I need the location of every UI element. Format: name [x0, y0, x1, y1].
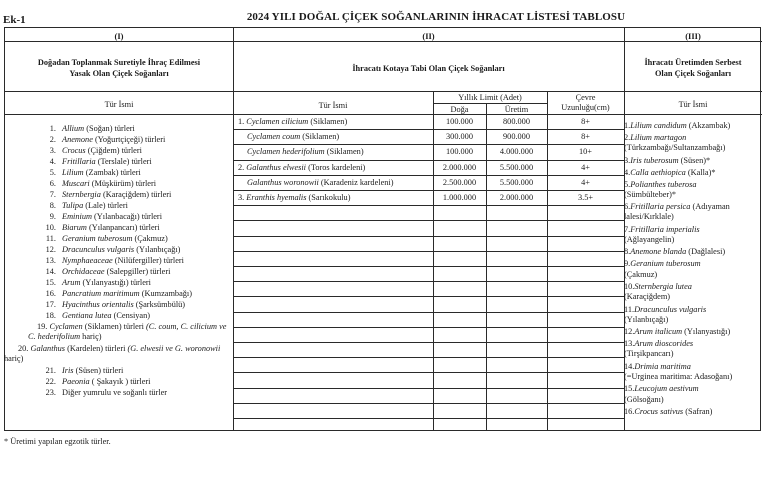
- col-i-item-number: 12.: [45, 245, 56, 254]
- col-ii-production-limit: 900.000: [503, 132, 530, 142]
- col-i-list-item-20: [4, 344, 228, 364]
- col-ii-scientific-name: Cyclamen cilicium: [246, 117, 309, 126]
- col-ii-production-header: Üretim: [504, 105, 529, 114]
- col-iii-heading: [624, 58, 762, 80]
- col-ii-row-number: 1.: [238, 117, 247, 126]
- col-iii-common-name: (Süsen)*: [678, 155, 711, 165]
- col-ii-scientific-name: Cyclamen hederifolium: [247, 147, 325, 157]
- col-i-item-text: [62, 300, 185, 310]
- col-iii-item-number: 8.: [624, 247, 631, 257]
- col-ii-heading: İhracatı Kotaya Tabi Olan Çiçek Soğanları: [352, 64, 505, 73]
- col-ii-row-line: [233, 418, 624, 419]
- col-i-item19-number: 19.: [37, 322, 50, 331]
- col-i-item19-common: (Siklamen) türleri: [82, 322, 147, 331]
- col-iii-item-line1: [624, 339, 757, 349]
- col-i-item-text: [62, 256, 184, 266]
- col-i-item-scientific-name: Lilium: [62, 168, 84, 177]
- col-iii-item-line1: [624, 156, 757, 166]
- col-iii-item-line2: (=Urginea maritima: Adasoğanı): [624, 371, 733, 381]
- col-iii-scientific-name: Lilium martagon: [630, 133, 687, 142]
- col-i-item-common-name: (Zambak) türleri: [83, 168, 141, 177]
- col-iii-number: (III): [685, 31, 701, 41]
- col-i-item-number: 1.: [49, 124, 56, 133]
- col-i-item-scientific-name: Paeonia: [62, 377, 90, 386]
- col-i-item-text: [62, 179, 156, 189]
- col-iii-common-name: (Adıyaman: [690, 202, 730, 212]
- col-i-item-text: [62, 245, 180, 255]
- col-i-item-scientific-name: Nymphaeaceae: [62, 256, 113, 265]
- col-iii-item-line1: [624, 305, 757, 315]
- col-i-item-number: 16.: [45, 289, 56, 298]
- col-ii-common-name: (Sarıkokulu): [306, 193, 351, 202]
- col-i-item-common-name: (Karaçiğdem) türleri: [100, 190, 172, 199]
- col-i-species-header-line: [5, 114, 233, 115]
- col-ii-row-line: [233, 129, 624, 130]
- col-i-item-text: [62, 234, 168, 244]
- col-iii-list-item: [624, 225, 757, 245]
- col-i-item-common-name: (Nilüfergiller) türleri: [112, 256, 184, 265]
- col-iii-list-item: [624, 407, 757, 417]
- col-iii-item-line2: (Türkzambağı/Sultanzambağı): [624, 143, 726, 153]
- col-i-item-text: [62, 278, 151, 288]
- col-iii-item-line2: (Çakmuz): [624, 269, 658, 279]
- col-iii-item-line1: [624, 180, 757, 190]
- col-iii-scientific-name: Iris tuberosum: [630, 155, 679, 165]
- col-i-item-scientific-name: Dracunculus vulgaris: [62, 245, 135, 254]
- col-ii-common-name: (Siklamen): [300, 132, 340, 142]
- col-i-item-text: [62, 289, 192, 299]
- col-i-item-common-name: ( Şakayık ) türleri: [89, 377, 151, 386]
- col-i-item-text: [62, 267, 170, 277]
- col-ii-circumference: 10+: [579, 147, 592, 157]
- col-ii-common-name: (Toros kardeleni): [306, 162, 366, 172]
- col-iii-list-item: [624, 133, 757, 153]
- col-ii-species-cell: [247, 147, 364, 157]
- col-ii-row-number: 2.: [238, 162, 247, 172]
- col-ii-nature-limit: 1.000.000: [442, 193, 477, 202]
- col-iii-item-line1: [624, 327, 757, 337]
- col-divider-i-ii: [233, 28, 234, 430]
- col-i-item19-exceptions: (C. coum, C. cilicium ve C. hederifolium: [28, 322, 227, 342]
- col-ii-circumference: 4+: [581, 162, 590, 172]
- col-iii-scientific-name: Lilium candidum: [630, 121, 687, 130]
- col-i-item-scientific-name: Pancratium maritimum: [62, 289, 140, 298]
- col-ii-row-line: [233, 220, 624, 221]
- col-iii-item-line2: lalesi/Kırklale): [624, 212, 674, 222]
- col-i-item-common-name: (Terslale) türleri: [95, 157, 152, 166]
- col-i-item-text: [62, 201, 128, 211]
- col-ii-row-line: [233, 160, 624, 161]
- col-i-item-number: 23.: [45, 388, 56, 397]
- col-ii-circ-header-line1: Çevre: [575, 93, 596, 102]
- col-iii-item-number: 6.: [624, 202, 631, 212]
- col-ii-scientific-name: Galanthus elwesii: [246, 162, 306, 172]
- col-iii-common-name: (Yılanyastığı): [682, 327, 731, 337]
- col-iii-common-name: (Kalla)*: [685, 167, 716, 177]
- col-i-item-scientific-name: Geranium tuberosum: [62, 234, 133, 243]
- col-iii-item-number: 12.: [624, 327, 635, 337]
- col-i-item-common-name: (Yoğurtçiçeği) türleri: [92, 135, 166, 144]
- col-i-item-text: [62, 157, 152, 167]
- col-i-item-number: 8.: [49, 201, 56, 210]
- col-ii-nature-limit: 2.000.000: [442, 162, 477, 172]
- col-iii-item-line1: [624, 168, 757, 178]
- col-iii-item-line2: (Sümbülteber)*: [624, 189, 677, 199]
- col-i-number: (I): [114, 31, 124, 41]
- col-ii-circ-header: [547, 93, 624, 113]
- col-ii-row-line: [233, 236, 624, 237]
- col-ii-common-name: (Siklamen): [324, 147, 364, 157]
- col-ii-number: (II): [422, 31, 435, 41]
- document-title: 2024 YILI DOĞAL ÇİÇEK SOĞANLARININ İHRACAT LİSTESİ TABLOSU: [246, 11, 626, 23]
- col-i-item-common-name: (Çakmuz): [132, 234, 168, 243]
- col-i-item-common-name: (Yılanyastığı) türleri: [80, 278, 151, 287]
- col-i-item-scientific-name: Allium: [62, 124, 85, 133]
- col-iii-scientific-name: Fritillaria persica: [630, 202, 691, 212]
- col-i-item-common-name: (Yılanbıçağı): [134, 245, 181, 254]
- annex-label: Ek-1: [3, 14, 26, 26]
- col-ii-row-line: [233, 312, 624, 313]
- col-iii-species-header-line: [624, 114, 762, 115]
- col-i-item-common-name: (Çiğdem) türleri: [85, 146, 142, 155]
- col-i-heading-line2: Yasak Olan Çiçek Soğanları: [69, 68, 169, 78]
- col-iii-item-line2: (Gölsoğanı): [624, 394, 664, 404]
- col-iii-scientific-name: Anemone blanda: [630, 247, 687, 257]
- col-ii-row-line: [233, 403, 624, 404]
- col-ii-production-limit: 800.000: [503, 117, 530, 126]
- col-iii-item-line1: [624, 133, 757, 143]
- col-i-item-common-name: (Müşkürüm) türleri: [89, 179, 157, 188]
- col-ii-species-cell: [247, 178, 393, 188]
- col-i-item-number: 9.: [49, 212, 56, 221]
- col-ii-common-name: (Siklamen): [308, 117, 348, 126]
- col-iii-scientific-name: Drimia maritima: [634, 361, 691, 371]
- col-iii-heading-line1: İhracatı Üretimden Serbest: [644, 58, 742, 67]
- col-ii-common-name: (Karadeniz kardeleni): [318, 177, 394, 187]
- col-i-item-scientific-name: Tulipa: [62, 201, 84, 210]
- col-iii-item-line1: [624, 202, 757, 212]
- footnote: * Üretimi yapılan egzotik türler.: [4, 437, 111, 446]
- col-ii-row-line: [233, 357, 624, 358]
- col-i-item-number: 22.: [45, 377, 56, 386]
- col-ii-species-cell: [238, 193, 350, 203]
- col-iii-scientific-name: Crocus sativus: [634, 407, 684, 416]
- col-ii-row-line: [233, 327, 624, 328]
- col-iii-scientific-name: Leucojum aestivum: [634, 384, 699, 394]
- col-ii-species-header-line: [233, 114, 624, 115]
- col-iii-scientific-name: Arum italicum: [634, 327, 683, 337]
- col-iii-list-item: [624, 168, 757, 178]
- col-iii-item-line1: [624, 259, 757, 269]
- col-iii-item-line1: [624, 282, 757, 292]
- col-ii-row-line: [233, 144, 624, 145]
- col-iii-item-number: 1.: [624, 121, 631, 130]
- col-iii-list-item: [624, 327, 757, 337]
- col-ii-row-line: [233, 342, 624, 343]
- col-i-item-scientific-name: Anemone: [62, 135, 93, 144]
- col-iii-item-number: 13.: [624, 339, 635, 349]
- col-i-item-number: 6.: [49, 179, 56, 188]
- col-ii-circumference: 8+: [581, 117, 590, 126]
- col-ii-circumference: 4+: [581, 177, 590, 187]
- col-ii-row-line: [233, 266, 624, 267]
- col-i-item-text: [62, 223, 160, 233]
- col-i-item-number: 3.: [49, 146, 56, 155]
- col-iii-item-line1: [624, 121, 757, 131]
- col-i-item20-scientific: Galanthus: [30, 344, 66, 353]
- col-ii-species-cell: [238, 117, 347, 127]
- col-i-item-text: [62, 190, 171, 200]
- col-iii-heading-line2: Olan Çiçek Soğanları: [654, 68, 732, 78]
- col-i-item-number: 21.: [45, 366, 56, 375]
- col-i-item-number: 10.: [45, 223, 56, 232]
- col-i-species-header: Tür İsmi: [104, 100, 134, 109]
- col-i-item-scientific-name: Crocus: [62, 146, 86, 155]
- col-i-item-text: [62, 377, 150, 387]
- col-i-item-text: [62, 366, 123, 376]
- col-ii-nature-header: Doğa: [450, 105, 469, 114]
- col-i-item-text: [62, 135, 165, 145]
- col-i-item-scientific-name: Eminium: [62, 212, 92, 221]
- col-iii-item-number: 11.: [624, 304, 635, 314]
- col-iii-scientific-name: Sternbergia lutea: [634, 282, 692, 291]
- col-i-item-text: [62, 311, 150, 321]
- col-iii-list-item: [624, 121, 757, 131]
- col-ii-species-header: Tür İsmi: [318, 101, 348, 110]
- col-ii-row-line: [233, 388, 624, 389]
- col-iii-list-item: [624, 305, 757, 325]
- col-iii-item-line2: (Ağlayangelin): [624, 234, 675, 244]
- col-i-item-scientific-name: Iris: [62, 366, 74, 375]
- col-iii-item-number: 7.: [624, 224, 631, 234]
- col-i-item20-exceptions: (G. elwesii ve G. woronowii: [127, 344, 221, 353]
- col-i-item-text: [62, 146, 142, 156]
- col-iii-item-line1: [624, 247, 757, 257]
- col-ii-row-line: [233, 175, 624, 176]
- col-iii-item-number: 9.: [624, 259, 631, 269]
- col-i-item-common-name: (Lale) türleri: [83, 201, 128, 210]
- col-iii-item-line1: [624, 384, 757, 394]
- col-i-item19-exceptions-tail: hariç): [80, 332, 102, 342]
- col-iii-item-number: 3.: [624, 155, 631, 165]
- col-iii-item-line2: (Yılanbıçağı): [624, 314, 669, 324]
- col-iii-item-number: 2.: [624, 133, 631, 142]
- col-ii-scientific-name: Galanthus woronowii: [247, 177, 319, 187]
- col-iii-item-line2: (Karaçiğdem): [624, 292, 671, 302]
- col-iii-scientific-name: Geranium tuberosum: [630, 259, 701, 269]
- col-i-item20-number: 20.: [18, 344, 31, 353]
- col-ii-production-limit: 2.000.000: [499, 193, 534, 202]
- col-ii-row-number: 3.: [238, 193, 247, 202]
- col-iii-item-number: 15.: [624, 384, 635, 394]
- col-i-item-number: 13.: [45, 256, 56, 265]
- col-i-item-number: 7.: [49, 190, 56, 199]
- col-i-item-common-name: (Süsen) türleri: [73, 366, 124, 375]
- col-iii-list-item: [624, 339, 757, 359]
- col-iii-common-name: (Akzambak): [686, 121, 731, 130]
- col-ii-species-cell: [247, 132, 339, 142]
- col-ii-nature-limit: 300.000: [446, 132, 473, 142]
- col-ii-circ-header-line2: Uzunluğu(cm): [561, 102, 610, 112]
- col-i-heading: [5, 58, 233, 80]
- col-i-item-common-name: (Şarksümbülü): [133, 300, 186, 309]
- col-ii-production-limit: 5.500.000: [499, 177, 534, 187]
- col-iii-scientific-name: Fritillaria imperialis: [630, 224, 700, 234]
- col-iii-list-item: [624, 384, 757, 404]
- col-i-item-number: 11.: [45, 234, 56, 243]
- col-i-heading-line1: Doğadan Toplanmak Suretiyle İhraç Edilmesi: [37, 58, 201, 67]
- col-i-item-number: 15.: [45, 278, 56, 287]
- col-iii-item-number: 10.: [624, 282, 635, 291]
- col-i-item-scientific-name: Muscari: [62, 179, 90, 188]
- col-iii-item-line2: (Tirşikpancarı): [624, 349, 674, 359]
- col-i-item-scientific-name: Sternbergia: [62, 190, 101, 199]
- col-iii-list-item: [624, 362, 757, 382]
- col-iii-item-number: 14.: [624, 361, 635, 371]
- col-iii-scientific-name: Polianthes tuberosa: [630, 179, 697, 189]
- col-iii-item-line1: [624, 362, 757, 372]
- col-i-item-number: 4.: [49, 157, 56, 166]
- col-i-item-text: [62, 124, 135, 134]
- col-ii-production-limit: 4.000.000: [499, 147, 534, 157]
- col-ii-production-limit: 5.500.000: [499, 162, 534, 172]
- col-i-item-scientific-name: Hyacinthus orientalis: [62, 300, 134, 309]
- col-ii-circumference: 3.5+: [577, 193, 594, 202]
- col-ii-row-line: [233, 205, 624, 206]
- col-i-item-scientific-name: Gentiana lutea: [62, 311, 112, 320]
- col-ii-nature-limit: 100.000: [446, 117, 473, 126]
- col-iii-list-item: [624, 282, 757, 302]
- col-i-item-common-name: (Censiyan): [111, 311, 151, 320]
- col-i-item-text: [62, 168, 141, 178]
- col-i-item-number: 17.: [45, 300, 56, 309]
- col-iii-item-number: 5.: [624, 179, 631, 189]
- col-i-item19-scientific: Cyclamen: [49, 322, 83, 331]
- col-i-item20-common: (Kardelen) türleri: [65, 344, 128, 353]
- col-ii-scientific-name: Eranthis hyemalis: [246, 193, 307, 202]
- col-iii-item-line1: [624, 407, 757, 417]
- col-i-item-text: [62, 388, 167, 398]
- col-i-item-number: 2.: [49, 135, 56, 144]
- col-iii-item-number: 16.: [624, 407, 635, 416]
- col-i-item-number: 18.: [45, 311, 56, 320]
- col-i-item-common-name: (Soğan) türleri: [84, 124, 135, 133]
- col-iii-item-number: 4.: [624, 167, 631, 177]
- col-ii-row-line: [233, 296, 624, 297]
- col-i-item-number: 5.: [49, 168, 56, 177]
- col-ii-circumference: 8+: [581, 132, 590, 142]
- col-iii-list-item: [624, 156, 757, 166]
- col-i-list-item-19: [28, 322, 228, 342]
- col-iii-list-item: [624, 202, 757, 222]
- col-ii-row-line: [233, 281, 624, 282]
- col-i-item-common-name: Diğer yumrulu ve soğanlı türler: [62, 388, 168, 397]
- col-ii-row-line: [233, 251, 624, 252]
- col-i-item-common-name: (Salepgiller) türleri: [104, 267, 171, 276]
- col-i-item-scientific-name: Orchidaceae: [62, 267, 105, 276]
- col-ii-scientific-name: Cyclamen coum: [247, 132, 301, 142]
- col-i-item-number: 14.: [45, 267, 56, 276]
- limit-subheader-line: [433, 103, 547, 104]
- col-ii-row-line: [233, 190, 624, 191]
- col-iii-common-name: (Safran): [683, 407, 713, 416]
- col-i-item-common-name: (Yılanpancarı) türleri: [86, 223, 160, 232]
- col-iii-list-item: [624, 180, 757, 200]
- col-i-item20-exceptions-tail: hariç): [4, 354, 24, 364]
- col-i-item-common-name: (Yılanbacağı) türleri: [91, 212, 162, 221]
- col-iii-species-header: Tür İsmi: [678, 100, 708, 109]
- col-ii-nature-limit: 2.500.000: [442, 177, 477, 187]
- col-ii-row-line: [233, 372, 624, 373]
- col-ii-species-cell: [238, 163, 365, 173]
- col-i-item-common-name: (Kumzambağı): [139, 289, 192, 298]
- col-iii-scientific-name: Dracunculus vulgaris: [634, 304, 707, 314]
- header-heading-line: [5, 91, 762, 92]
- col-iii-common-name: (Dağlalesi): [686, 247, 726, 257]
- col-ii-limit-header: Yıllık Limit (Adet): [458, 93, 522, 102]
- col-i-item-text: [62, 212, 162, 222]
- col-i-item-scientific-name: Biarum: [62, 223, 87, 232]
- col-i-item-scientific-name: Arum: [62, 278, 81, 287]
- col-iii-list-item: [624, 259, 757, 279]
- col-iii-item-line1: [624, 225, 757, 235]
- col-i-item-scientific-name: Fritillaria: [62, 157, 96, 166]
- col-ii-nature-limit: 100.000: [446, 147, 473, 157]
- col-iii-scientific-name: Arum dioscorides: [634, 339, 694, 349]
- col-iii-list-item: [624, 247, 757, 257]
- col-iii-scientific-name: Calla aethiopica: [630, 167, 686, 177]
